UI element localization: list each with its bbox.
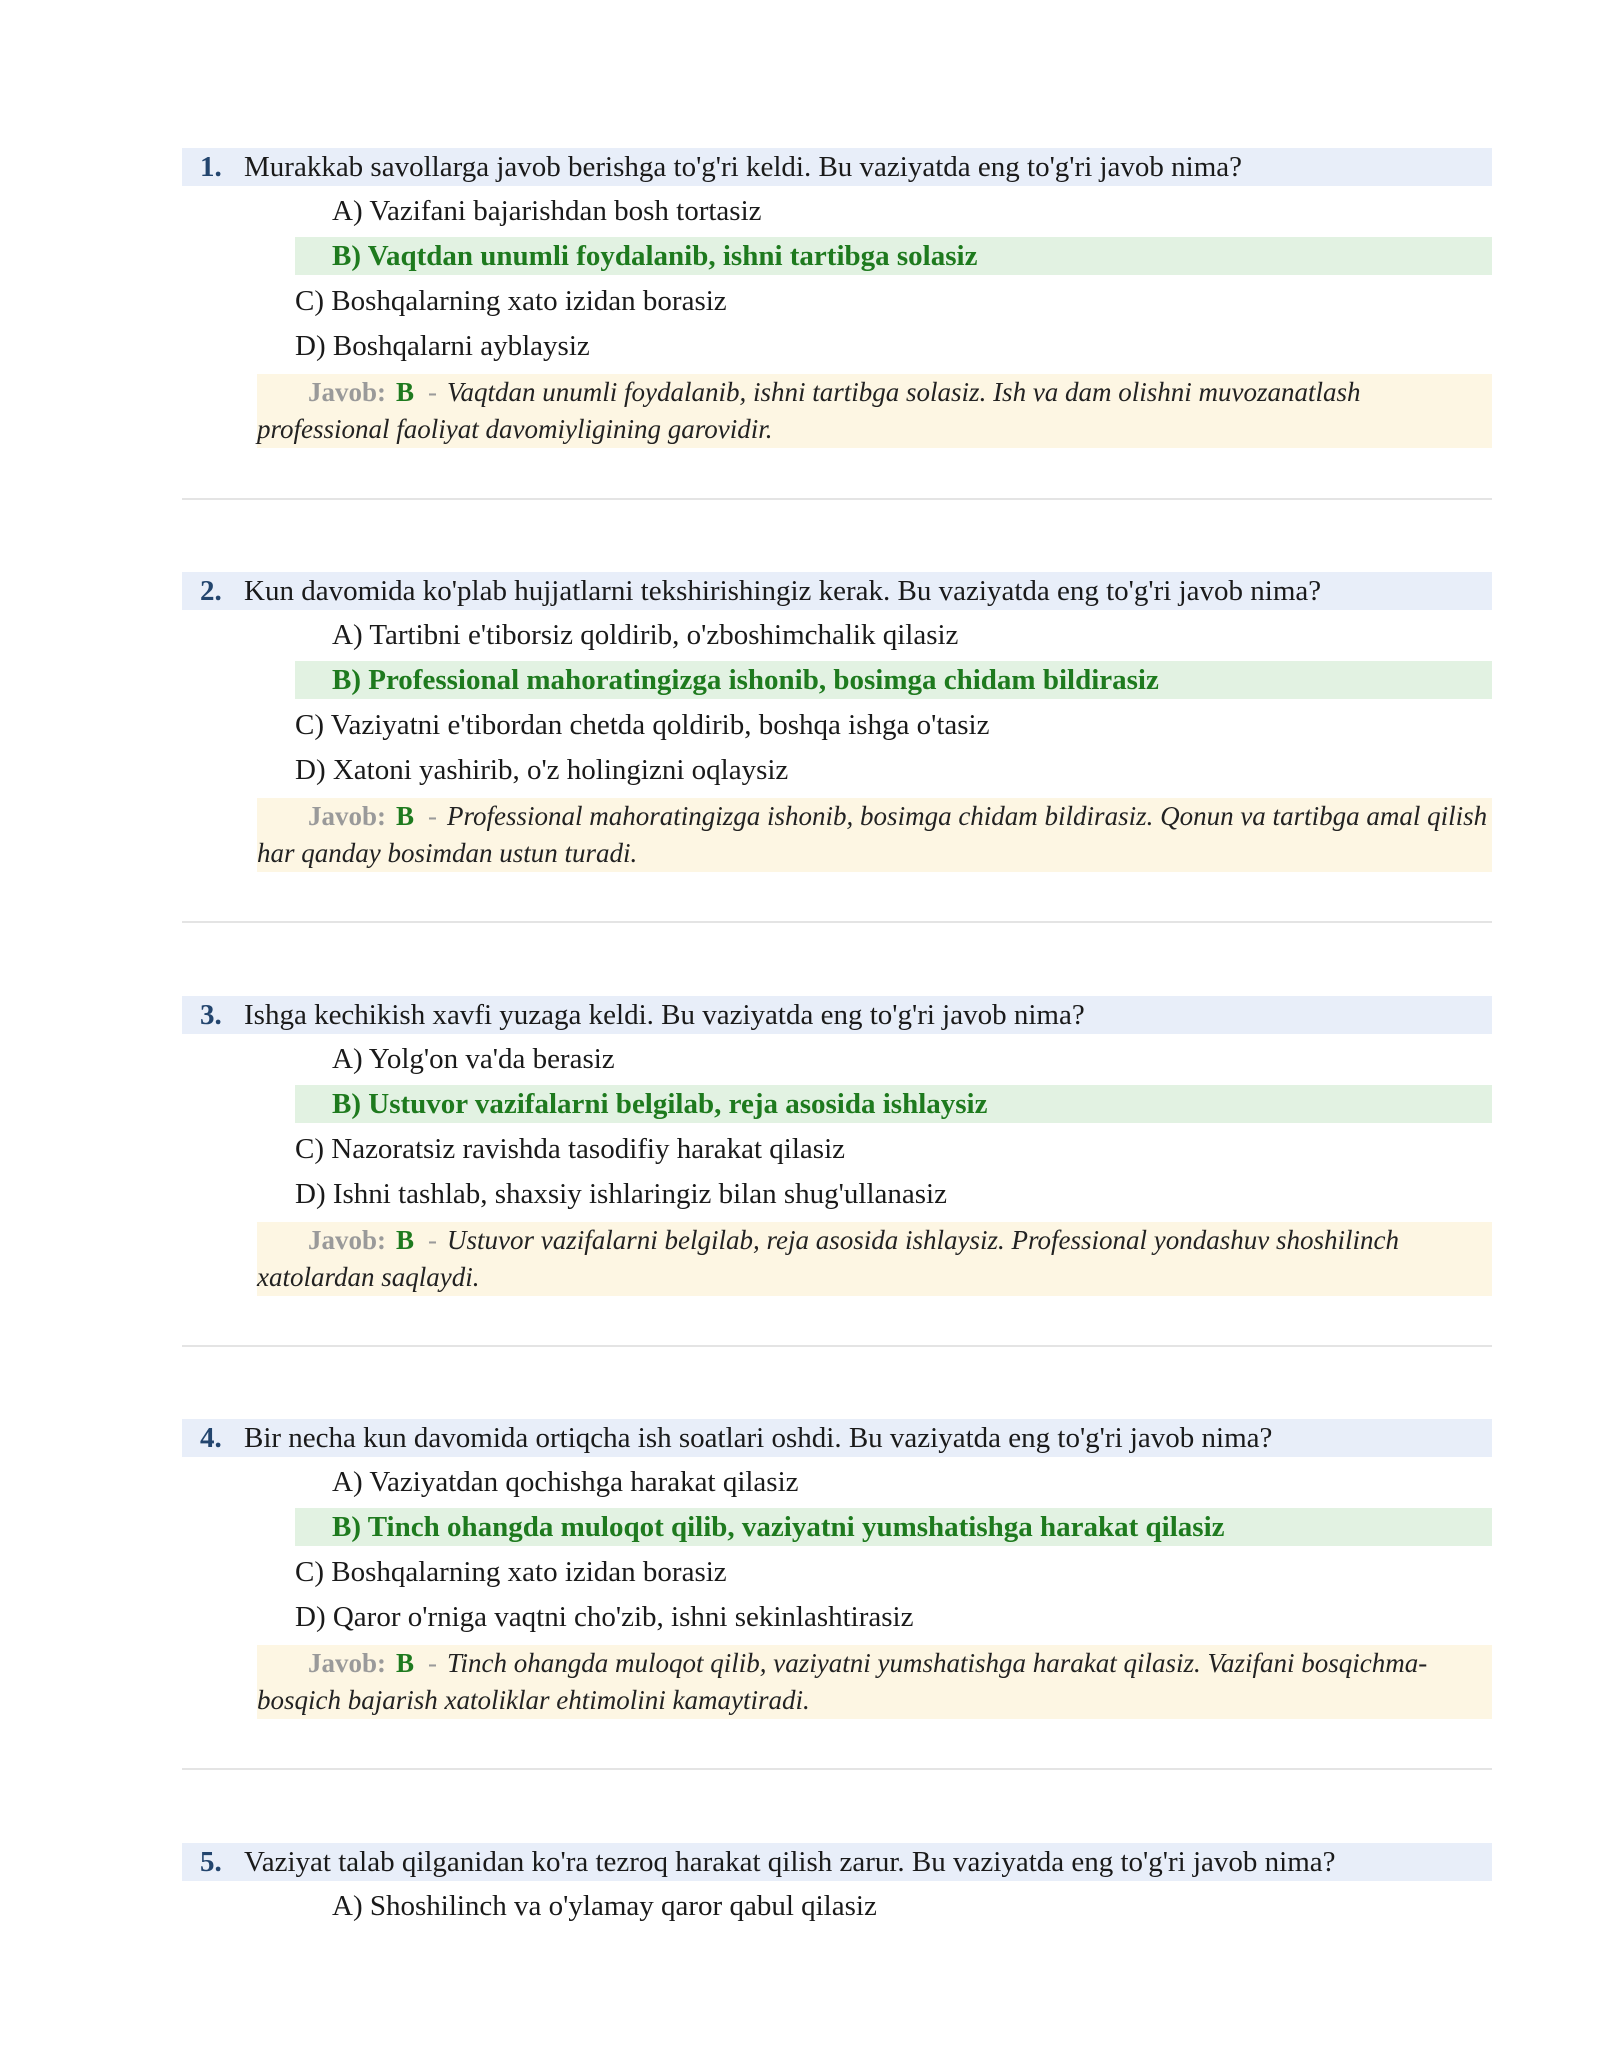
question-block xyxy=(182,1419,1492,1715)
question-number: 3. xyxy=(200,999,222,1031)
answer-explanation: Ustuvor vazifalarni belgilab, reja asosida ishlaysiz. Professional yondashuv shoshilinch xatolardan saqlaydi. xyxy=(257,1225,1400,1292)
question-line xyxy=(182,148,1492,186)
option-d: D) Ishni tashlab, shaxsiy ishlaringiz bilan shug'ullanasiz xyxy=(295,1178,947,1210)
answer-letter: B xyxy=(396,377,415,407)
question-block xyxy=(182,996,1492,1292)
answer-explanation: Professional mahoratingizga ishonib, bosimga chidam bildirasiz. Qonun va tartibga amal qilish har qanday bosimdan ustun turadi. xyxy=(257,801,1488,868)
option-b-correct xyxy=(295,661,1492,699)
answer-label: Javob: xyxy=(308,377,387,407)
divider xyxy=(182,1768,1492,1770)
answer-dash: - xyxy=(428,801,438,831)
question-text: Ishga kechikish xavfi yuzaga keldi. Bu vaziyatda eng to'g'ri javob nima? xyxy=(244,999,1085,1031)
option-b-text: B) Vaqtdan unumli foydalanib, ishni tartibga solasiz xyxy=(332,240,978,272)
option-a: A) Yolg'on va'da berasiz xyxy=(332,1043,615,1075)
question-number: 4. xyxy=(200,1422,222,1454)
answer-dash: - xyxy=(428,377,438,407)
answer-letter: B xyxy=(396,1648,415,1678)
option-a: A) Shoshilinch va o'ylamay qaror qabul qilasiz xyxy=(332,1890,877,1922)
option-a: A) Vazifani bajarishdan bosh tortasiz xyxy=(332,195,762,227)
answer-box xyxy=(257,1645,1492,1719)
question-text: Bir necha kun davomida ortiqcha ish soatlari oshdi. Bu vaziyatda eng to'g'ri javob nima? xyxy=(244,1422,1273,1454)
option-b-correct xyxy=(295,1508,1492,1546)
answer-box xyxy=(257,374,1492,448)
divider xyxy=(182,1345,1492,1347)
answer-explanation: Tinch ohangda muloqot qilib, vaziyatni yumshatishga harakat qilasiz. Vazifani bosqichma-bosqich bajarish xatoliklar ehtimolini kamaytiradi. xyxy=(257,1648,1428,1715)
option-c: C) Vaziyatni e'tibordan chetda qoldirib, boshqa ishga o'tasiz xyxy=(295,709,990,741)
answer-label: Javob: xyxy=(308,801,387,831)
question-number: 1. xyxy=(200,151,222,183)
divider xyxy=(182,921,1492,923)
question-block xyxy=(182,572,1492,868)
question-text: Vaziyat talab qilganidan ko'ra tezroq harakat qilish zarur. Bu vaziyatda eng to'g'ri javob nima? xyxy=(244,1846,1336,1878)
option-c: C) Boshqalarning xato izidan borasiz xyxy=(295,285,727,317)
option-d: D) Qaror o'rniga vaqtni cho'zib, ishni sekinlashtirasiz xyxy=(295,1601,914,1633)
option-d: D) Xatoni yashirib, o'z holingizni oqlaysiz xyxy=(295,754,789,786)
question-number: 2. xyxy=(200,575,222,607)
question-text: Murakkab savollarga javob berishga to'g'ri keldi. Bu vaziyatda eng to'g'ri javob nima? xyxy=(244,151,1243,183)
option-b-correct xyxy=(295,1085,1492,1123)
answer-box xyxy=(257,798,1492,872)
option-c: C) Boshqalarning xato izidan borasiz xyxy=(295,1556,727,1588)
option-a: A) Tartibni e'tiborsiz qoldirib, o'zboshimchalik qilasiz xyxy=(332,619,959,651)
option-b-text: B) Ustuvor vazifalarni belgilab, reja asosida ishlaysiz xyxy=(332,1088,988,1120)
option-b-text: B) Professional mahoratingizga ishonib, bosimga chidam bildirasiz xyxy=(332,664,1159,696)
answer-dash: - xyxy=(428,1648,438,1678)
question-block xyxy=(182,1843,1492,1922)
question-line xyxy=(182,572,1492,610)
question-line xyxy=(182,1419,1492,1457)
answer-letter: B xyxy=(396,801,415,831)
question-line xyxy=(182,1843,1492,1881)
option-b-text: B) Tinch ohangda muloqot qilib, vaziyatni yumshatishga harakat qilasiz xyxy=(332,1511,1225,1543)
answer-explanation: Vaqtdan unumli foydalanib, ishni tartibga solasiz. Ish va dam olishni muvozanatlash professional faoliyat davomiyligining garovidir. xyxy=(257,377,1361,444)
question-number: 5. xyxy=(200,1846,222,1878)
answer-letter: B xyxy=(396,1225,415,1255)
question-block xyxy=(182,148,1492,444)
answer-label: Javob: xyxy=(308,1225,387,1255)
question-text: Kun davomida ko'plab hujjatlarni tekshirishingiz kerak. Bu vaziyatda eng to'g'ri javob nima? xyxy=(244,575,1322,607)
divider xyxy=(182,498,1492,500)
answer-label: Javob: xyxy=(308,1648,387,1678)
option-d: D) Boshqalarni ayblaysiz xyxy=(295,330,590,362)
answer-box xyxy=(257,1222,1492,1296)
question-line xyxy=(182,996,1492,1034)
option-b-correct xyxy=(295,237,1492,275)
answer-dash: - xyxy=(428,1225,438,1255)
option-a: A) Vaziyatdan qochishga harakat qilasiz xyxy=(332,1466,799,1498)
option-c: C) Nazoratsiz ravishda tasodifiy harakat qilasiz xyxy=(295,1133,845,1165)
